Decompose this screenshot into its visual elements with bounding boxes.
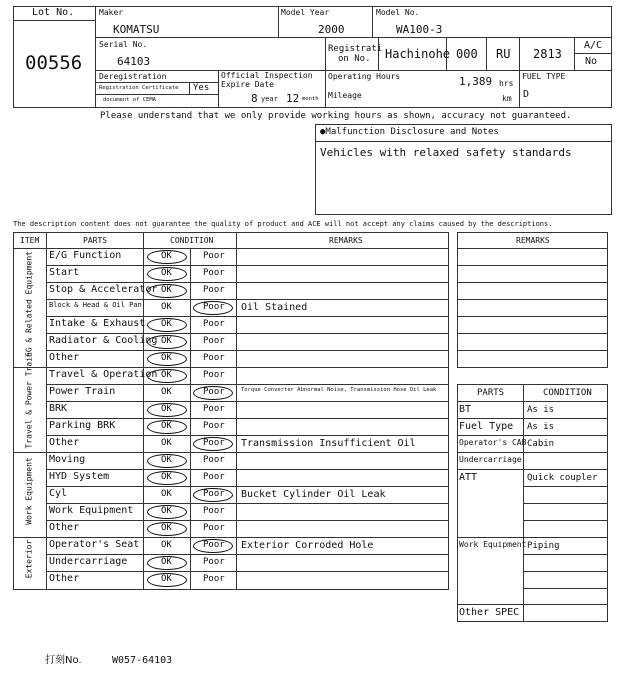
maker-label: Maker: [99, 8, 124, 17]
poor-option: Poor: [203, 438, 225, 448]
right-remarks-header: REMARKS: [516, 236, 550, 245]
remark-text: Exterior Corroded Hole: [241, 540, 374, 551]
part-name: Operator's Seat: [49, 539, 140, 550]
ok-option: OK: [161, 574, 172, 584]
part-name: Start: [49, 267, 80, 278]
ok-option: OK: [161, 489, 172, 499]
part-name: Undercarriage: [49, 556, 128, 567]
dereg-label: Deregistration: [99, 72, 167, 81]
serial-label: Serial No.: [99, 40, 148, 49]
inspection-month: 12: [286, 92, 300, 105]
part-name: HYD System: [49, 471, 110, 482]
poor-option: Poor: [203, 455, 225, 465]
fuel-type-value: D: [523, 89, 530, 100]
spec-part: Operator's CAB: [459, 438, 527, 447]
ac-value: No: [585, 56, 598, 67]
spec-condition: As is: [527, 405, 555, 415]
spec-condition: Quick coupler: [527, 473, 598, 483]
parts-header: PARTS: [83, 236, 108, 245]
spec-part: BT: [459, 404, 472, 415]
registration-label: Registrati: [328, 44, 383, 54]
ok-circle: [147, 505, 187, 519]
reg-num: 000: [456, 47, 478, 61]
registration-label-2: on No.: [338, 54, 371, 64]
ok-option: OK: [161, 370, 172, 380]
ok-option: OK: [161, 472, 172, 482]
malfunction-text: Vehicles with relaxed safety standards: [320, 146, 572, 159]
ok-option: OK: [161, 251, 172, 261]
part-name: Intake & Exhaust: [49, 318, 146, 329]
model-no-label: Model No.: [376, 8, 420, 17]
ok-option: OK: [161, 421, 172, 431]
malfunction-title: ●Malfunction Disclosure and Notes: [320, 127, 499, 137]
part-name: Other: [49, 437, 80, 448]
part-name: Work Equipment: [49, 505, 134, 516]
ac-label: A/C: [584, 40, 603, 51]
poor-option: Poor: [203, 540, 225, 550]
spec-condition: Piping: [527, 541, 560, 551]
ok-option: OK: [161, 268, 172, 278]
part-name: BRK: [49, 403, 68, 414]
maker-value: KOMATSU: [113, 23, 160, 36]
operating-hours-label: Operating Hours: [328, 72, 401, 81]
ok-circle: [147, 471, 187, 485]
poor-option: Poor: [203, 574, 225, 584]
dereg-value: Yes: [193, 83, 210, 93]
ok-option: OK: [161, 353, 172, 363]
spec-part: Other SPEC: [459, 607, 520, 618]
ok-option: OK: [161, 557, 172, 567]
part-name: Stop & Accelerator: [49, 284, 158, 295]
mileage-label: Mileage: [328, 91, 362, 100]
month-unit: month: [302, 96, 319, 102]
ok-circle: [147, 335, 187, 349]
part-name: Cyl: [49, 488, 68, 499]
ok-option: OK: [161, 506, 172, 516]
poor-option: Poor: [203, 557, 225, 567]
ok-circle: [147, 267, 187, 281]
ok-circle: [147, 556, 187, 570]
ok-option: OK: [161, 455, 172, 465]
ok-circle: [147, 318, 187, 332]
poor-circle: [193, 488, 233, 502]
poor-circle: [193, 539, 233, 553]
poor-option: Poor: [203, 336, 225, 346]
item-header: ITEM: [20, 236, 40, 245]
stamp-label: 打刻No.: [45, 655, 82, 666]
inspection-year: 8: [251, 92, 258, 105]
spec-condition-header: CONDITION: [543, 388, 592, 398]
hours-value: 1,389: [459, 75, 493, 88]
inspection-label-2: Expire Date: [221, 80, 274, 89]
lot-label: Lot No.: [32, 7, 75, 18]
poor-option: Poor: [203, 506, 225, 516]
ok-option: OK: [161, 319, 172, 329]
hours-unit: hrs: [499, 79, 514, 88]
spec-part: ATT: [459, 472, 478, 483]
part-name: Power Train: [49, 386, 116, 397]
part-name: Radiator & Cooling: [49, 335, 158, 346]
group-label: Exterior: [24, 539, 33, 578]
spec-condition: As is: [527, 422, 555, 432]
disclaimer-text: The description content does not guarantee the quality of product and ACE will not accept any claims caused by the descriptions.: [13, 220, 553, 228]
poor-option: Poor: [203, 319, 225, 329]
stamp-number: W057-64103: [112, 655, 173, 666]
year-unit: year: [261, 95, 278, 103]
part-name: Moving: [49, 454, 86, 465]
part-name: Parking BRK: [49, 420, 116, 431]
reg-no: 2813: [533, 47, 562, 61]
poor-option: Poor: [203, 302, 225, 312]
spec-condition: Cabin: [527, 439, 555, 449]
model-no-value: WA100-3: [396, 23, 443, 36]
ok-option: OK: [161, 523, 172, 533]
poor-option: Poor: [203, 353, 225, 363]
poor-circle: [193, 386, 233, 400]
cema-label: document of CEMA: [103, 97, 156, 103]
group-label: Travel & Power Train: [24, 351, 33, 448]
inspection-label: Official Inspection: [221, 71, 313, 80]
ok-circle: [147, 573, 187, 587]
model-year-label: Model Year: [281, 8, 330, 17]
ok-option: OK: [161, 285, 172, 295]
lot-number: 00556: [25, 52, 83, 74]
ok-circle: [147, 284, 187, 298]
remark-text: Oil Stained: [241, 302, 308, 313]
spec-parts-header: PARTS: [477, 388, 505, 398]
poor-option: Poor: [203, 370, 225, 380]
condition-header: CONDITION: [170, 236, 214, 245]
notice-text: Please understand that we only provide working hours as shown, accuracy not guaranteed.: [100, 111, 572, 121]
ok-option: OK: [161, 387, 172, 397]
part-name: Other: [49, 573, 80, 584]
poor-option: Poor: [203, 387, 225, 397]
poor-option: Poor: [203, 472, 225, 482]
ok-option: OK: [161, 302, 172, 312]
part-name: E/G Function: [49, 250, 122, 261]
poor-option: Poor: [203, 404, 225, 414]
poor-option: Poor: [203, 285, 225, 295]
ok-option: OK: [161, 438, 172, 448]
km-unit: km: [502, 94, 512, 103]
part-name: Other: [49, 522, 80, 533]
poor-option: Poor: [203, 489, 225, 499]
part-name: Other: [49, 352, 80, 363]
group-label: EG & Related Equipment: [24, 250, 33, 357]
part-name: Block & Head & Oil Pan: [49, 301, 142, 309]
spec-part: Work Equipment: [459, 540, 527, 549]
serial-value: 64103: [117, 55, 151, 68]
ok-circle: [147, 420, 187, 434]
ok-option: OK: [161, 404, 172, 414]
ok-circle: [147, 454, 187, 468]
ok-option: OK: [161, 540, 172, 550]
reg-city: Hachinohe: [385, 47, 451, 61]
poor-option: Poor: [203, 421, 225, 431]
fuel-type-label: FUEL TYPE: [522, 72, 566, 81]
spec-part: Fuel Type: [459, 421, 514, 432]
ok-circle: [147, 403, 187, 417]
poor-option: Poor: [203, 268, 225, 278]
ok-circle: [147, 250, 187, 264]
model-year-value: 2000: [318, 23, 345, 36]
spec-part: Undercarriage: [459, 455, 522, 464]
reg-cert-label: Registration Certificate: [99, 85, 179, 91]
part-name: Travel & Operation: [49, 369, 158, 380]
group-label: Work Equipment: [24, 456, 33, 525]
remark-text: Torque Converter Abnormal Noise, Transmission Hose Oil Leak: [241, 387, 437, 393]
poor-option: Poor: [203, 523, 225, 533]
ok-circle: [147, 352, 187, 366]
poor-option: Poor: [203, 251, 225, 261]
poor-circle: [193, 301, 233, 315]
ok-option: OK: [161, 336, 172, 346]
ok-circle: [147, 369, 187, 383]
poor-circle: [193, 437, 233, 451]
reg-kana: RU: [496, 47, 511, 61]
remark-text: Transmission Insufficient Oil: [241, 438, 416, 449]
ok-circle: [147, 522, 187, 536]
remarks-header: REMARKS: [329, 236, 363, 245]
remark-text: Bucket Cylinder Oil Leak: [241, 489, 386, 500]
